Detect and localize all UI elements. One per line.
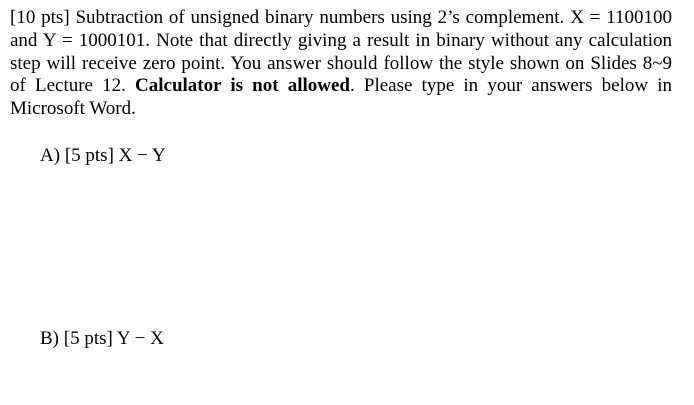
question-b-points: [5 pts] [63, 328, 113, 349]
question-b-label: B) [40, 328, 59, 349]
question-a [40, 145, 166, 167]
question-b [40, 328, 164, 350]
instructions-text-end: . Please type in your answers below in Microsoft Word. [10, 75, 672, 120]
question-a-label: A) [40, 145, 61, 166]
question-b-expression: Y − X [116, 328, 164, 349]
calculator-warning: Calculator is not allowed [135, 75, 350, 97]
question-a-points: [5 pts] [64, 145, 114, 166]
problem-instructions [10, 7, 672, 121]
instructions-text: [10 pts] Subtraction of unsigned binary numbers using 2’s complement. X = 1100100 and Y = 1000101. Note that directly giving a result in binary without any calculation step will receive zero point. You answer should follow the style shown on Slides 8~9 of Lecture 12. [10, 7, 672, 97]
question-a-expression: X − Y [118, 145, 166, 166]
